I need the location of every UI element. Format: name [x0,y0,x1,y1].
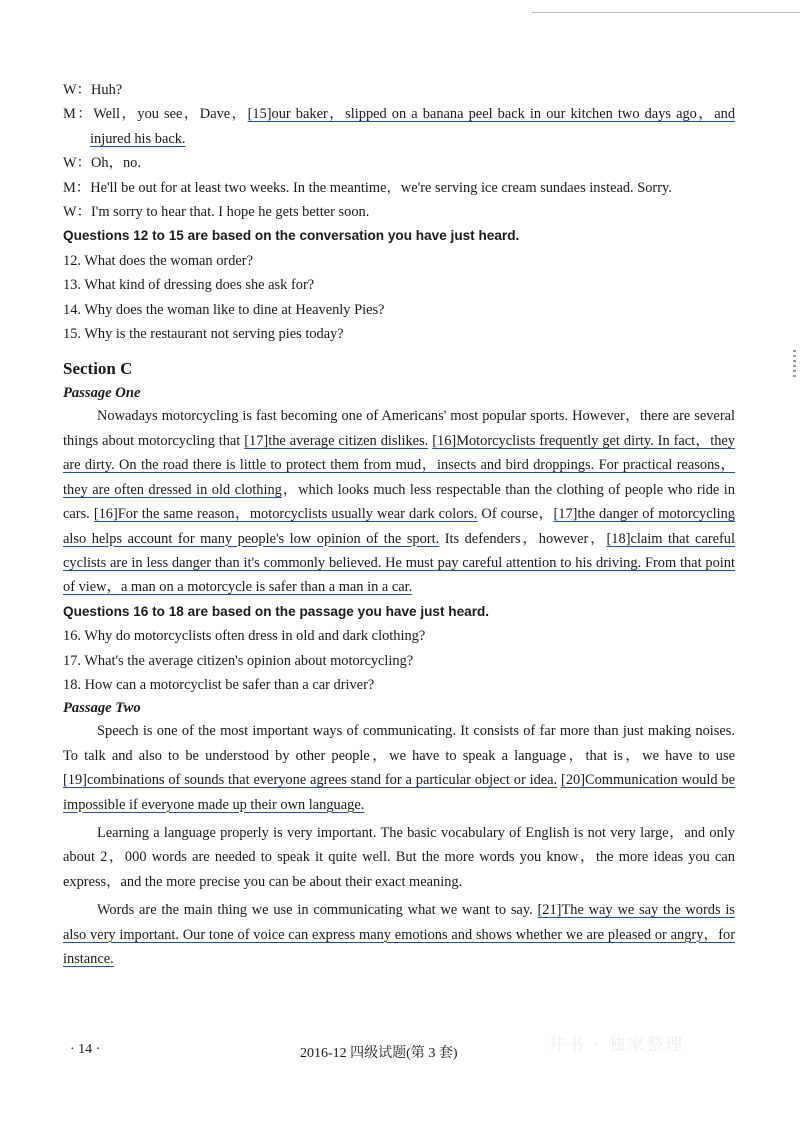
question-15: 15. Why is the restaurant not serving pies today? [63,326,344,343]
speaker-label: W： [63,155,91,172]
answer-underline-19: [19]combinations of sounds that everyone agrees stand for a particular object or idea. [63,772,558,789]
question-14: 14. Why does the woman like to dine at Heavenly Pies? [63,301,385,318]
answer-underline-16b: [16]For the same reason，motorcyclists usually wear dark colors. [93,506,478,523]
question-13: 13. What kind of dressing does she ask for? [63,277,315,294]
footer-title: 2016-12 四级试题(第 3 套) [300,1046,458,1061]
dialogue-text: Well，you see，Dave， [93,106,248,123]
dialogue-line-1 [63,78,735,102]
passage-text: Nowadays motorcycling is fast becoming one of Americans' most popular sports. However，there are several things about motorcycling that [63,408,735,449]
passage-text: Speech is one of the most important ways of communicating. It consists of far more than just making noises. To talk and also to be understood by other people，we have to speak a language，that is，we have to use [63,723,735,764]
answer-underline-17b: [17]the danger of motorcycling also helps account for many people's low opinion of the sport. [63,506,735,547]
speaker-label: W： [63,82,91,98]
dialogue-text: Oh，no. [90,155,141,172]
page-content [63,78,735,971]
question-12: 12. What does the woman order? [63,252,253,269]
speaker-label: M： [63,106,94,123]
answer-underline-18: [18]claim that careful cyclists are in less danger than it's commonly believed. He must pay careful attention to his driving. From that point of view，a man on a motorcycle is safer than a man in a car. [63,530,735,596]
dialogue-line-2 [63,102,735,151]
speaker-label: M： [63,179,91,196]
questions-heading-16-18: Questions 16 to 18 are based on the passage you have just heard. [63,603,490,619]
question-18: 18. How can a motorcyclist be safer than a car driver? [63,676,375,693]
watermark: 井书 · 独家整理 [548,1035,685,1055]
dialogue-text: He'll be out for at least two weeks. In the meantime，we're serving ice cream sundaes instead. Sorry. [90,179,672,196]
passage-one-title: Passage One [63,385,141,402]
page-number: · 14 · [70,1042,101,1057]
passage-text: Of course， [477,506,554,523]
dialogue-line-4 [63,176,735,200]
dialogue-text: Huh? [90,82,123,98]
passage-text: Words are the main thing we use in communicating what we want to say. [97,902,538,919]
passage-two-paragraph-2: Learning a language properly is very important. The basic vocabulary of English is not very large，and only about 2，000 words are needed to speak it quite well. But the more words you know，the more ideas you can express，and the more precise you can be about their exact meaning. [63,824,735,890]
passage-text: ，which looks much less respectable than the clothing of people who ride in cars. [63,481,735,523]
header-rule [532,12,800,13]
section-c-heading: Section C [63,359,133,379]
answer-underline-21: [21]The way we say the words is also very important. Our tone of voice can express many emotions and shows whether we are pleased or angry，for instance. [63,902,735,967]
passage-two-paragraph-3 [63,898,735,971]
passage-two-title: Passage Two [63,700,141,717]
dialogue-line-3 [63,151,735,175]
question-17: 17. What's the average citizen's opinion about motorcycling? [63,652,414,669]
passage-one-paragraph [63,404,735,599]
answer-underline-17a: [17]the average citizen dislikes. [244,432,429,449]
dialogue-line-5 [63,200,735,224]
answer-underline-15: [15]our baker，slipped on a banana peel back in our kitchen two days ago，and injured his back. [90,106,736,147]
answer-underline-20: [20]Communication would be impossible if everyone made up their own language. [63,772,736,813]
dialogue-text: I'm sorry to hear that. I hope he gets better soon. [90,204,370,221]
questions-heading-12-15: Questions 12 to 15 are based on the conversation you have just heard. [63,228,520,244]
passage-two-paragraph-1 [63,719,735,817]
answer-underline-16a: [16]Motorcyclists frequently get dirty. In fact，they are dirty. On the road there is little to protect them from mud，insects and bird droppings. For practical reasons，they are often dressed in old clothing [63,432,735,498]
question-16: 16. Why do motorcyclists often dress in old and dark clothing? [63,628,426,645]
speaker-label: W： [63,204,91,221]
passage-text: Its defenders，however， [439,530,607,547]
binding-dots [793,350,796,380]
